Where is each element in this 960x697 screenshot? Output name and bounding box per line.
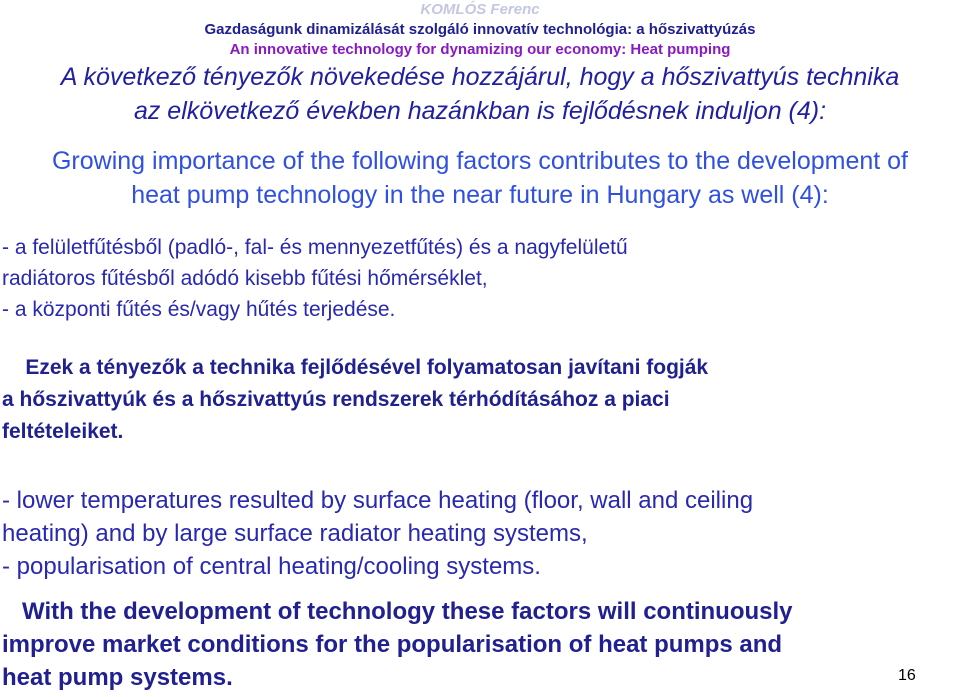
author-name: KOMLÓS Ferenc: [420, 1, 540, 18]
page-number: 16: [898, 667, 916, 684]
intro-hu-line-1: A következő tényezők növekedése hozzájárul, hogy a hőszivattyús technika: [60, 63, 900, 91]
header-title-english: An innovative technology for dynamizing our economy: Heat pumping: [229, 41, 731, 58]
bullet-hu-line-2: radiátoros fűtésből adódó kisebb fűtési hőmérséklet,: [2, 267, 488, 290]
conclusion-en-line-2: improve market conditions for the popularisation of heat pumps and: [2, 631, 783, 658]
header-title-hungarian: Gazdaságunk dinamizálását szolgáló innovatív technológia: a hőszivattyúzás: [204, 21, 756, 38]
intro-hu-line-2: az elkövetkező években hazánkban is fejlődésnek induljon (4):: [133, 97, 827, 125]
conclusion-hu-line-1: Ezek a tényezők a technika fejlődésével folyamatosan javítani fogják: [2, 356, 709, 379]
bullet-hu-line-3: - a központi fűtés és/vagy hűtés terjedése.: [2, 298, 396, 321]
intro-en-line-2: heat pump technology in the near future in Hungary as well (4):: [131, 181, 829, 209]
conclusion-en-line-3: heat pump systems.: [2, 664, 233, 691]
intro-en-line-1: Growing importance of the following factors contributes to the development of: [51, 147, 909, 175]
bullet-en-line-1: - lower temperatures resulted by surface heating (floor, wall and ceiling: [2, 487, 754, 514]
bullet-en-line-3: - popularisation of central heating/cooling systems.: [2, 553, 541, 580]
conclusion-hu-line-3: feltételeiket.: [2, 420, 124, 443]
bullet-en-line-2: heating) and by large surface radiator heating systems,: [2, 520, 588, 547]
conclusion-en-line-1: With the development of technology these factors will continuously: [2, 598, 793, 625]
conclusion-hu-line-2: a hőszivattyúk és a hőszivattyús rendszerek térhódításához a piaci: [2, 388, 670, 411]
bullet-hu-line-1: - a felületfűtésből (padló-, fal- és mennyezetfűtés) és a nagyfelületű: [2, 236, 628, 259]
